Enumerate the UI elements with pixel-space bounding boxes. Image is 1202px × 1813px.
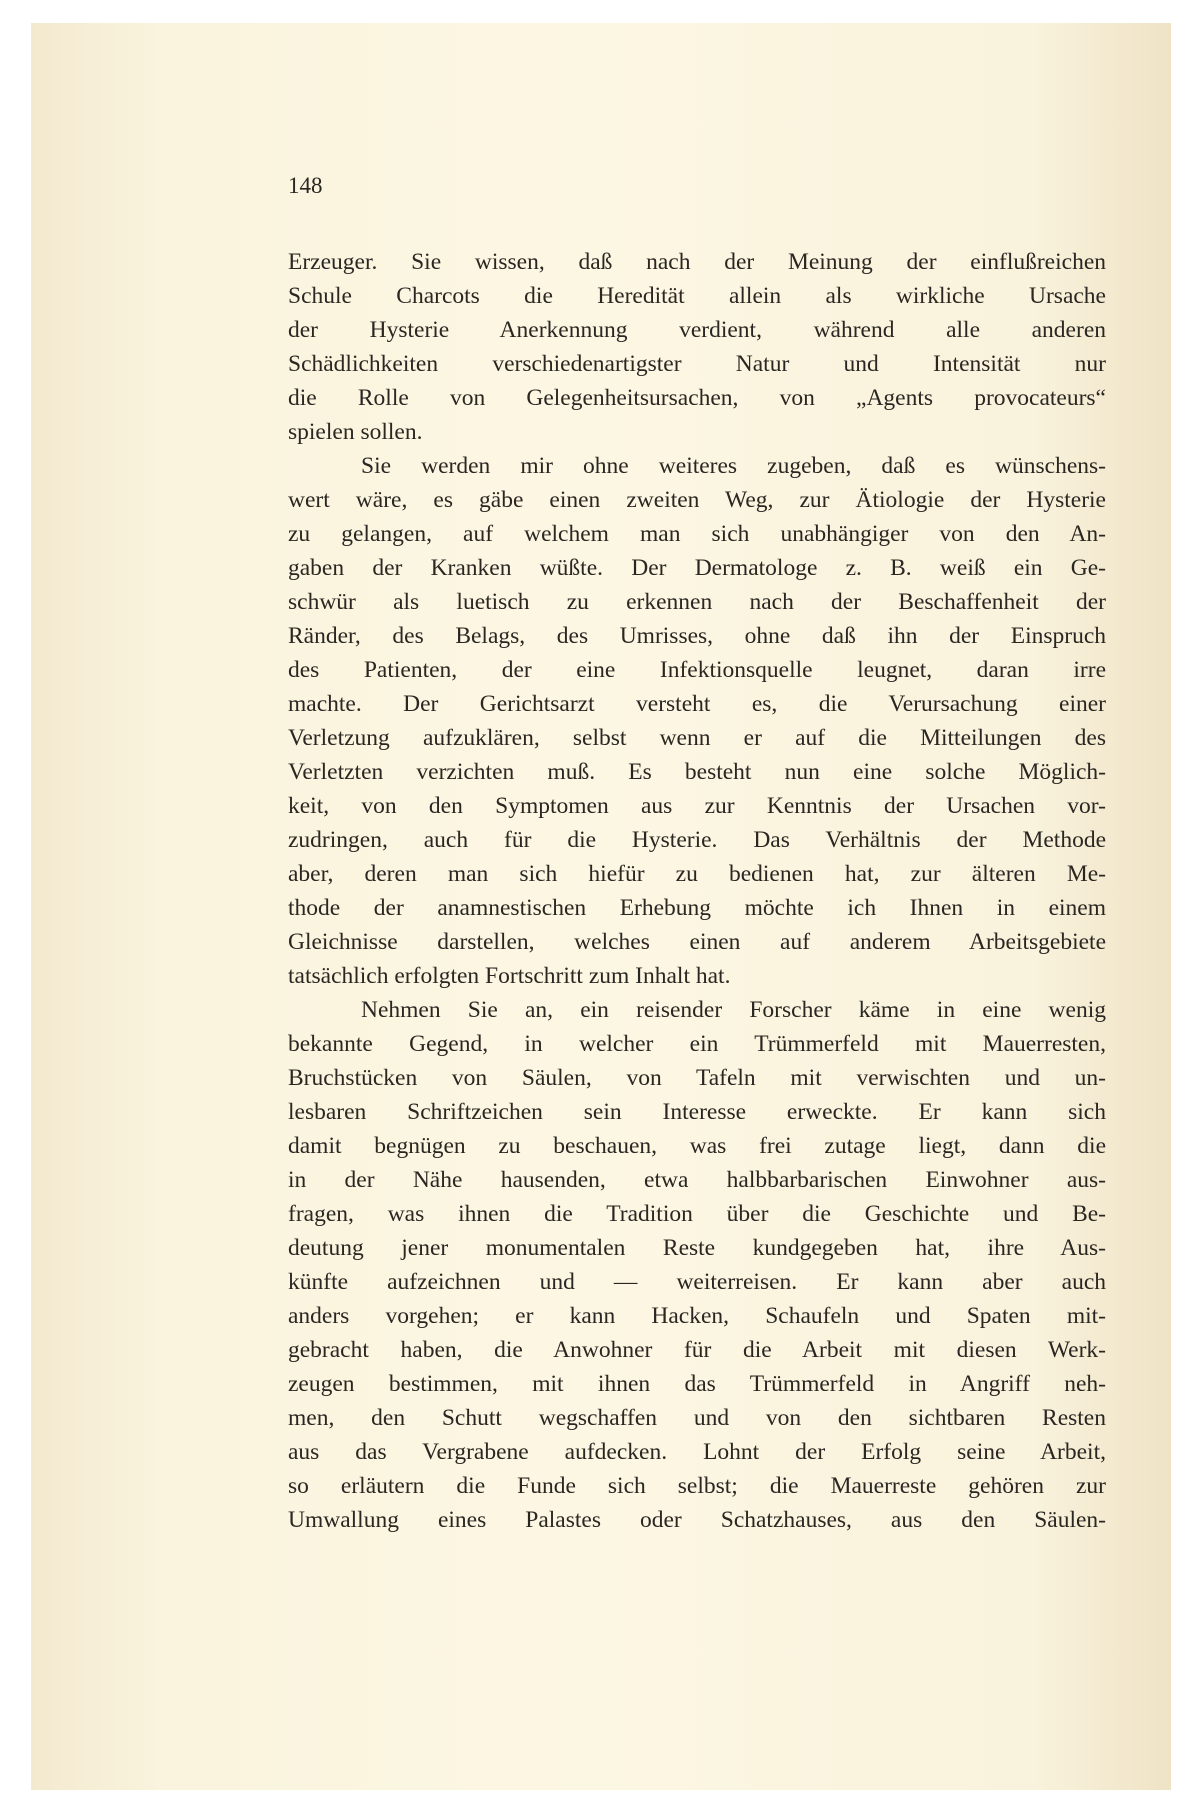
text-line: Ränder, des Belags, des Umrisses, ohne daß ihn der Einspruch — [288, 623, 1106, 649]
text-line: gebracht haben, die Anwohner für die Arbeit mit diesen Werk- — [288, 1337, 1106, 1363]
text-line: Bruchstücken von Säulen, von Tafeln mit verwischten und un- — [288, 1065, 1106, 1091]
text-line: thode der anamnestischen Erhebung möchte ich Ihnen in einem — [288, 895, 1106, 921]
page-body-text — [288, 245, 1106, 1537]
text-line: tatsächlich erfolgten Fortschritt zum Inhalt hat. — [288, 963, 731, 989]
text-line: damit begnügen zu beschauen, was frei zutage liegt, dann die — [288, 1133, 1106, 1159]
text-line: fragen, was ihnen die Tradition über die Geschichte und Be- — [288, 1201, 1106, 1227]
text-line: des Patienten, der eine Infektionsquelle leugnet, daran irre — [288, 657, 1106, 683]
text-line: Umwallung eines Palastes oder Schatzhauses, aus den Säulen- — [288, 1507, 1106, 1533]
text-line: der Hysterie Anerkennung verdient, während alle anderen — [288, 317, 1106, 343]
text-line: deutung jener monumentalen Reste kundgegeben hat, ihre Aus- — [288, 1235, 1106, 1261]
text-line: anders vorgehen; er kann Hacken, Schaufeln und Spaten mit- — [288, 1303, 1106, 1329]
text-line: keit, von den Symptomen aus zur Kenntnis der Ursachen vor- — [288, 793, 1106, 819]
text-line: spielen sollen. — [288, 419, 423, 445]
text-line: die Rolle von Gelegenheitsursachen, von „Agents provocateurs“ — [288, 385, 1106, 411]
text-line: Nehmen Sie an, ein reisender Forscher käme in eine wenig — [361, 997, 1106, 1023]
text-line: so erläutern die Funde sich selbst; die Mauerreste gehören zur — [288, 1473, 1106, 1499]
text-line: künfte aufzeichnen und — weiterreisen. Er kann aber auch — [288, 1269, 1106, 1295]
text-line: in der Nähe hausenden, etwa halbbarbarischen Einwohner aus- — [288, 1167, 1106, 1193]
text-line: lesbaren Schriftzeichen sein Interesse erweckte. Er kann sich — [288, 1099, 1106, 1125]
text-line: zu gelangen, auf welchem man sich unabhängiger von den An- — [288, 521, 1106, 547]
page-number: 148 — [288, 173, 323, 198]
book-page — [31, 23, 1171, 1790]
text-line: Gleichnisse darstellen, welches einen auf anderem Arbeitsgebiete — [288, 929, 1106, 955]
text-line: machte. Der Gerichtsarzt versteht es, die Verursachung einer — [288, 691, 1106, 717]
text-line: gaben der Kranken wüßte. Der Dermatologe z. B. weiß ein Ge- — [288, 555, 1106, 581]
text-line: zeugen bestimmen, mit ihnen das Trümmerfeld in Angriff neh- — [288, 1371, 1106, 1397]
text-line: Schädlichkeiten verschiedenartigster Natur und Intensität nur — [288, 351, 1106, 377]
text-line: bekannte Gegend, in welcher ein Trümmerfeld mit Mauerresten, — [288, 1031, 1106, 1057]
text-line: Verletzten verzichten muß. Es besteht nun eine solche Möglich- — [288, 759, 1106, 785]
text-line: Schule Charcots die Heredität allein als wirkliche Ursache — [288, 283, 1106, 309]
text-line: zudringen, auch für die Hysterie. Das Verhältnis der Methode — [288, 827, 1106, 853]
text-line: men, den Schutt wegschaffen und von den sichtbaren Resten — [288, 1405, 1106, 1431]
text-line: Sie werden mir ohne weiteres zugeben, daß es wünschens- — [361, 453, 1106, 479]
text-line: Erzeuger. Sie wissen, daß nach der Meinung der einflußreichen — [288, 249, 1106, 275]
text-line: aus das Vergrabene aufdecken. Lohnt der Erfolg seine Arbeit, — [288, 1439, 1106, 1465]
text-line: Verletzung aufzuklären, selbst wenn er auf die Mitteilungen des — [288, 725, 1106, 751]
text-line: schwür als luetisch zu erkennen nach der Beschaffenheit der — [288, 589, 1106, 615]
text-line: aber, deren man sich hiefür zu bedienen hat, zur älteren Me- — [288, 861, 1106, 887]
text-line: wert wäre, es gäbe einen zweiten Weg, zur Ätiologie der Hysterie — [288, 487, 1106, 513]
